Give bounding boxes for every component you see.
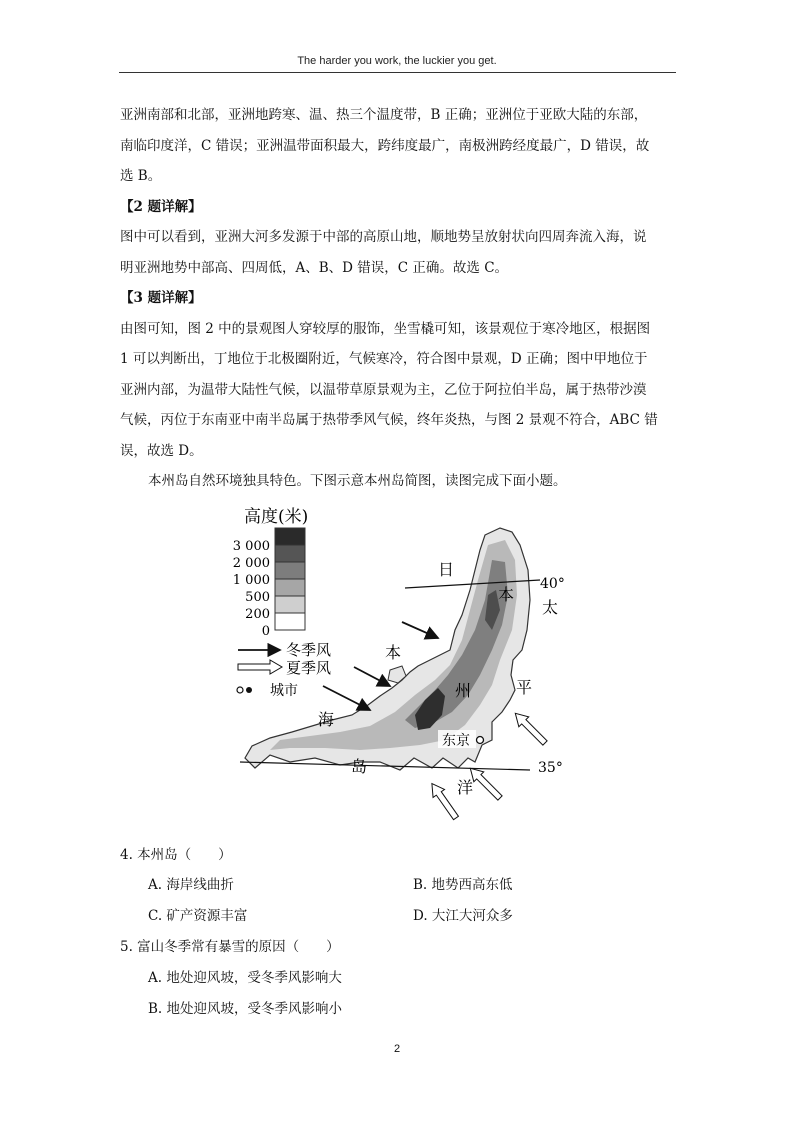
elevation-label: 2 000 xyxy=(232,556,270,571)
city-tokyo-marker xyxy=(477,737,484,744)
map-label-ben-island: 本 xyxy=(498,585,515,604)
winter-wind-arrow xyxy=(354,667,390,686)
question-4-stem: 4. 本州岛（ ） xyxy=(120,847,232,863)
header-divider xyxy=(119,72,676,73)
section-heading-q2: 【2 题详解】 xyxy=(120,198,202,215)
question-4-option-c[interactable]: C. 矿产资源丰富 xyxy=(148,908,248,924)
honshu-map xyxy=(230,500,575,830)
text-line: 图中可以看到，亚洲大河多发源于中部的高原山地，顺地势呈放射状向四周奔流入海，说 xyxy=(120,229,647,245)
city-legend-label: 城市 xyxy=(270,683,298,699)
header-motto: The harder you work, the luckier you get. xyxy=(297,55,497,67)
map-label-hai: 海 xyxy=(318,710,335,729)
question-4-option-b[interactable]: B. 地势西高东低 xyxy=(413,877,513,893)
latitude-label-35: 35° xyxy=(538,760,563,776)
text-line: 南临印度洋，C 错误；亚洲温带面积最大，跨纬度最广，南极洲跨经度最广，D 错误，故 xyxy=(120,137,650,154)
question-5-stem: 5. 富山冬季常有暴雪的原因（ ） xyxy=(120,939,340,955)
text-line: 明亚洲地势中部高、四周低，A、B、D 错误，C 正确。故选 C。 xyxy=(120,259,509,276)
elevation-legend xyxy=(233,528,305,639)
text-line: 气候，丙位于东南亚中南半岛属于热带季风气候，终年炎热，与图 2 景观不符合，ABC 错 xyxy=(120,412,658,428)
elevation-label: 1 000 xyxy=(232,573,270,588)
page-number: 2 xyxy=(393,1043,401,1055)
text-line: 亚洲内部，为温带大陆性气候，以温带草原景观为主，乙位于阿拉伯半岛，属于热带沙漠 xyxy=(120,381,647,398)
elevation-swatch xyxy=(275,579,305,596)
paragraph-q2 xyxy=(120,222,676,283)
text-line: 亚洲南部和北部，亚洲地跨寒、温、热三个温度带，B 正确；亚洲位于亚欧大陆的东部， xyxy=(120,107,648,123)
summer-wind-arrow xyxy=(510,708,550,748)
elevation-swatch xyxy=(275,613,305,630)
paragraph-q1-tail xyxy=(120,100,676,192)
question-5-option-b[interactable]: B. 地处迎风坡，受冬季风影响小 xyxy=(148,1001,343,1017)
map-label-ping: 平 xyxy=(516,678,533,697)
latitude-label-40: 40° xyxy=(540,576,565,592)
elevation-swatch xyxy=(275,596,305,613)
question-4-option-d[interactable]: D. 大江大河众多 xyxy=(413,908,513,924)
map-label-tai: 太 xyxy=(542,598,559,617)
elevation-label: 0 xyxy=(261,624,270,639)
map-label-ri: 日 xyxy=(438,560,455,579)
map-label-ben-sea: 本 xyxy=(385,643,402,662)
elevation-label: 3 000 xyxy=(232,539,270,554)
city-tokyo-label: 东京 xyxy=(442,733,470,749)
text-line: 1 可以判断出，丁地位于北极圈附近，气候寒冷，符合图中景观，D 正确；图中甲地位于 xyxy=(120,351,648,367)
winter-wind-arrow xyxy=(402,622,438,638)
text-line: 由图可知，图 2 中的景观图人穿较厚的服饰，坐雪橇可知，该景观位于寒冷地区，根据图 xyxy=(120,320,651,337)
winter-wind-arrow xyxy=(323,686,370,710)
elevation-swatch xyxy=(275,528,305,545)
answer-explanations xyxy=(120,100,676,497)
city-symbol-dot xyxy=(246,687,252,693)
question-5-option-a[interactable]: A. 地处迎风坡，受冬季风影响大 xyxy=(148,970,342,986)
elevation-label: 200 xyxy=(245,607,270,622)
summer-wind-label: 夏季风 xyxy=(286,659,332,677)
elevation-swatch xyxy=(275,562,305,579)
text-line: 选 B。 xyxy=(120,168,162,184)
text-line: 误，故选 D。 xyxy=(120,442,203,459)
elevation-swatch xyxy=(275,545,305,562)
paragraph-q3 xyxy=(120,314,676,467)
section-heading-q3: 【3 题详解】 xyxy=(120,290,202,306)
winter-wind-label: 冬季风 xyxy=(286,641,332,659)
city-symbol-ring xyxy=(237,687,243,693)
legend-title: 高度(米) xyxy=(244,507,309,527)
map-label-yang: 洋 xyxy=(457,778,474,797)
question-4-option-a[interactable]: A. 海岸线曲折 xyxy=(148,877,234,893)
elevation-label: 500 xyxy=(245,590,270,605)
question-intro: 本州岛自然环境独具特色。下图示意本州岛简图，读图完成下面小题。 xyxy=(148,473,567,489)
map-label-zhou: 州 xyxy=(455,681,472,700)
map-label-dao: 岛 xyxy=(351,757,368,776)
summer-wind-legend-arrow xyxy=(238,660,282,674)
